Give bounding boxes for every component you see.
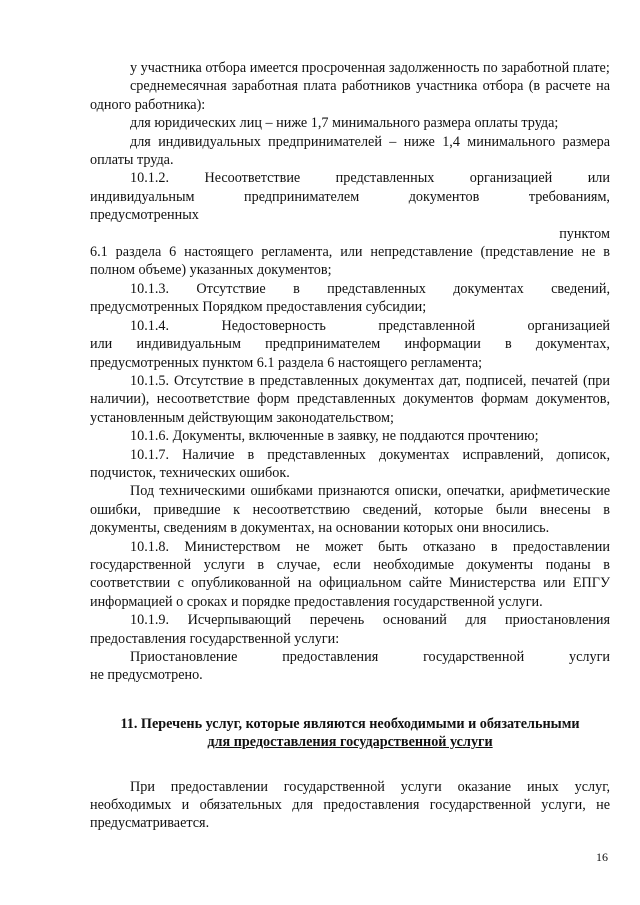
- word: организацией: [469, 170, 553, 187]
- section-heading-line-1: 11. Перечень услуг, которые являются необходимыми и обязательными: [120, 715, 580, 732]
- word: представленной: [378, 317, 476, 334]
- word: предпринимателем: [244, 188, 360, 205]
- word: Приостановление: [130, 649, 238, 665]
- clause-10-1-3: [90, 280, 610, 317]
- word: сведений,: [551, 280, 610, 297]
- word: документах,: [535, 336, 610, 353]
- clause-10-1-2: [90, 169, 610, 279]
- clause-line: [90, 206, 610, 224]
- word: предоставления: [282, 649, 379, 665]
- clause-10-1-6: 10.1.6. Документы, включенные в заявку, не поддаются прочтению;: [130, 428, 539, 445]
- paragraph-entrepreneurs: для индивидуальных предпринимателей – ниже 1,4 минимального размера оплаты труда.: [90, 133, 610, 169]
- word: в: [293, 280, 300, 297]
- word: требованиям,: [528, 188, 610, 205]
- clause-line: [90, 335, 610, 353]
- word: представленных: [335, 170, 435, 187]
- paragraph-average-salary: среднемесячная заработная плата работников участника отбора (в расчете на одного работника):: [90, 78, 610, 113]
- clause-line: [90, 188, 610, 206]
- word: государственной: [423, 649, 525, 665]
- word: 10.1.3.: [130, 280, 170, 297]
- clause-text: не предусмотрено.: [90, 667, 203, 684]
- paragraph-legal-entities: для юридических лиц – ниже 1,7 минимального размера оплаты труда;: [130, 115, 559, 132]
- word: информации: [404, 336, 481, 353]
- word: документов: [408, 188, 480, 205]
- word: услуги: [569, 649, 610, 665]
- word: предусмотренных: [90, 207, 199, 224]
- paragraph-overdue-salary-debt: у участника отбора имеется просроченная задолженность по заработной плате;: [130, 60, 610, 76]
- word: Несоответствие: [204, 170, 301, 187]
- paragraph-technical-errors: Под техническими ошибками признаются описки, опечатки, арифметические ошибки, приведшие к несоответствию сведений, которые были внесены в документы, сведениям в документах, на основании которых они вносились.: [90, 483, 610, 537]
- clause-suspension: [90, 648, 610, 685]
- word: 10.1.2.: [130, 170, 170, 187]
- clause-10-1-5: 10.1.5. Отсутствие в представленных документах дат, подписей, печатей (при наличии), несоответствие форм представленных документов формам документов, установленным действующим законодательством;: [90, 372, 610, 426]
- section-heading-underlined: для предоставления государственной услуги: [207, 734, 493, 751]
- clause-line: [90, 169, 610, 187]
- section-heading: [90, 715, 610, 752]
- clause-10-1-9: 10.1.9. Исчерпывающий перечень оснований для приостановления предоставления государственной услуги:: [90, 612, 610, 647]
- clause-line: [90, 648, 610, 666]
- clause-line: [90, 280, 610, 298]
- clause-10-1-8: 10.1.8. Министерством не может быть отказано в предоставлении государственной услуги в случае, если необходимые документы поданы в соответствии с опубликованной на официальном сайте Министерства или ЕПГУ информацией о сроках и порядке предоставления государственной услуги.: [90, 538, 610, 610]
- paragraph-no-other-services: При предоставлении государственной услуги оказание иных услуг, необходимых и обязательных для предоставления государственной услуги, не предусматривается.: [90, 778, 610, 832]
- word: Отсутствие: [196, 280, 266, 297]
- document-page: [90, 59, 610, 833]
- word: или: [90, 336, 113, 353]
- word: индивидуальным: [90, 188, 195, 205]
- word: организацией: [527, 317, 610, 334]
- clause-10-1-4: [90, 317, 610, 372]
- word: 10.1.4.: [130, 317, 170, 334]
- section-heading-line-2: [90, 733, 610, 751]
- clause-line: [90, 317, 610, 335]
- page-number: 16: [596, 850, 608, 864]
- clause-line-right: пунктом: [559, 225, 610, 242]
- clause-text: предусмотренных пунктом 6.1 раздела 6 настоящего регламента;: [90, 354, 483, 371]
- word: представленных: [327, 280, 426, 297]
- clause-text: предусмотренных Порядком предоставления субсидии;: [90, 299, 427, 316]
- word: в: [504, 336, 512, 353]
- word: индивидуальным: [136, 336, 241, 353]
- clause-10-1-7: 10.1.7. Наличие в представленных документах исправлений, дописок, подчисток, технических ошибок.: [90, 446, 610, 481]
- word: Недостоверность: [221, 317, 326, 334]
- word: или: [587, 170, 610, 187]
- word: предпринимателем: [265, 336, 381, 353]
- word: документах: [453, 280, 524, 297]
- clause-text: 6.1 раздела 6 настоящего регламента, или непредставление (представление не в полном объеме) указанных документов;: [90, 244, 610, 279]
